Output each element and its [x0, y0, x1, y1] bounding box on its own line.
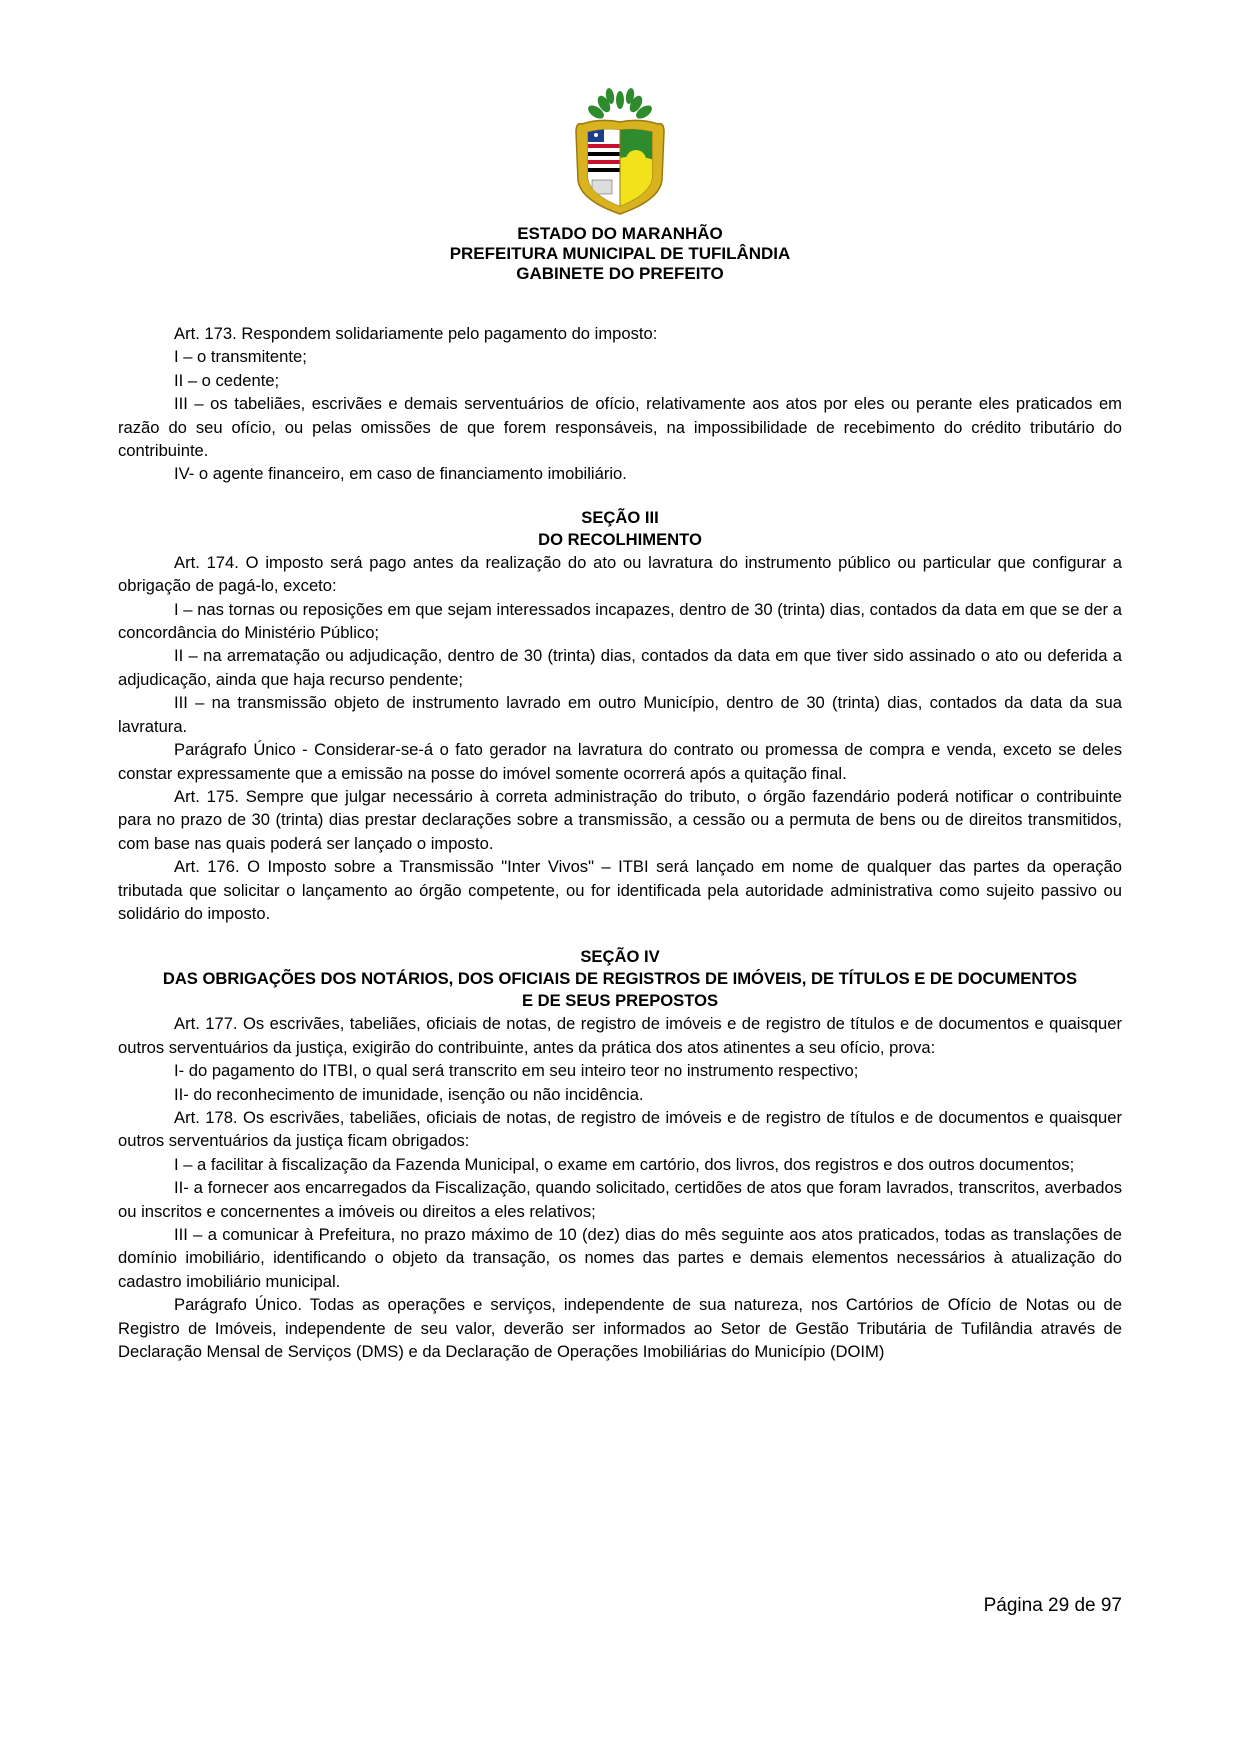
article-177-item-ii: II- do reconhecimento de imunidade, isenção ou não incidência. — [174, 1084, 644, 1104]
section-iii-subtitle: DO RECOLHIMENTO — [538, 529, 702, 549]
article-178: Art. 178. Os escrivães, tabeliães, oficiais de notas, de registro de imóveis e de registro de títulos e de documentos e quaisquer outros serventuários da justiça ficam obrigados: — [118, 1107, 1122, 1151]
article-174-sole-paragraph: Parágrafo Único - Considerar-se-á o fato gerador na lavratura do contrato ou promessa de compra e venda, exceto se deles constar expressamente que a emissão na posse do imóvel somente ocorrerá após a quitação final. — [118, 740, 1122, 783]
article-174-item-iii: III – na transmissão objeto de instrumento lavrado em outro Município, dentro de 30 (trinta) dias, contados da data da sua lavratura. — [118, 693, 1122, 736]
article-174: Art. 174. O imposto será pago antes da realização do ato ou lavratura do instrumento público ou particular que configurar a obrigação de pagá-lo, exceto: — [118, 552, 1122, 596]
section-iv-subtitle-continued: E DE SEUS PREPOSTOS — [521, 991, 719, 1011]
document-header — [118, 224, 1122, 284]
article-173-item-i: I – o transmitente; — [174, 347, 307, 367]
article-173-item-ii: II – o cedente; — [174, 370, 280, 390]
article-173-item-iii: III – os tabeliães, escrivães e demais serventuários de ofício, relativamente aos atos por eles ou perante eles praticados em razão do seu ofício, ou pelas omissões de que forem responsáveis, na impossibilidade de recebimento do crédito tributário do contribuinte. — [118, 394, 1122, 461]
header-state: ESTADO DO MARANHÃO — [517, 224, 723, 243]
coat-of-arms-icon — [570, 88, 670, 218]
section-iii-title: SEÇÃO III — [581, 507, 659, 527]
header-prefecture: PREFEITURA MUNICIPAL DE TUFILÂNDIA — [449, 244, 791, 263]
article-175: Art. 175. Sempre que julgar necessário à correta administração do tributo, o órgão fazendário poderá notificar o contribuinte para no prazo de 30 (trinta) dias prestar declarações sobre a transmissão, a cessão ou a permuta de bens ou de direitos transmitidos, com base nas quais poderá ser lançado o imposto. — [118, 786, 1122, 853]
article-174-item-i: I – nas tornas ou reposições em que sejam interessados incapazes, dentro de 30 (trinta) dias, contados da data em que se der a concordância do Ministério Público; — [118, 599, 1122, 643]
article-174-item-ii: II – na arrematação ou adjudicação, dentro de 30 (trinta) dias, contados da data em que tiver sido assinado o ato ou deferida a adjudicação, ainda que haja recurso pendente; — [118, 646, 1122, 689]
article-177: Art. 177. Os escrivães, tabeliães, oficiais de notas, de registro de imóveis e de registro de títulos e de documentos e quaisquer outros serventuários da justiça, exigirão do contribuinte, antes da prática dos atos atinentes a seu ofício, prova: — [118, 1014, 1122, 1057]
header-office: GABINETE DO PREFEITO — [516, 264, 724, 283]
article-176: Art. 176. O Imposto sobre a Transmissão "Inter Vivos" – ITBI será lançado em nome de qualquer das partes da operação tributada que solicitar o lançamento ao órgão competente, ou for identificada pela autoridade administrativa como sujeito passivo ou solidário do imposto. — [118, 857, 1122, 923]
document-body — [118, 322, 1122, 1363]
page-number: Página 29 de 97 — [983, 1595, 1122, 1616]
article-178-item-i: I – a facilitar à fiscalização da Fazenda Municipal, o exame em cartório, dos livros, dos registros e dos outros documentos; — [174, 1154, 1075, 1174]
section-iv-subtitle: DAS OBRIGAÇÕES DOS NOTÁRIOS, DOS OFICIAIS DE REGISTROS DE IMÓVEIS, DE TÍTULOS E DE DOCUMENTOS — [162, 969, 1078, 989]
article-173: Art. 173. Respondem solidariamente pelo pagamento do imposto: — [174, 324, 658, 343]
article-173-item-iv: IV- o agente financeiro, em caso de financiamento imobiliário. — [174, 464, 627, 484]
section-iv-title: SEÇÃO IV — [580, 947, 660, 967]
article-178-sole-paragraph: Parágrafo Único. Todas as operações e serviços, independente de sua natureza, nos Cartórios de Ofício de Notas ou de Registro de Imóveis, independente de seu valor, deverão ser informados ao Setor de Gestão Tributária de Tufilândia através de Declaração Mensal de Serviços (DMS) e da Declaração de Operações Imobiliárias do Município (DOIM) — [118, 1295, 1122, 1362]
article-178-item-ii: II- a fornecer aos encarregados da Fiscalização, quando solicitado, certidões de atos que foram lavrados, transcritos, averbados ou inscritos e concernentes a imóveis ou direitos a eles relativos; — [118, 1178, 1122, 1221]
article-177-item-i: I- do pagamento do ITBI, o qual será transcrito em seu inteiro teor no instrumento respectivo; — [174, 1061, 859, 1081]
article-178-item-iii: III – a comunicar à Prefeitura, no prazo máximo de 10 (dez) dias do mês seguinte aos atos praticados, todas as translações de domínio imobiliário, identificando o objeto da transação, os nomes das partes e demais elementos necessários à atualização do cadastro imobiliário municipal. — [118, 1225, 1122, 1291]
